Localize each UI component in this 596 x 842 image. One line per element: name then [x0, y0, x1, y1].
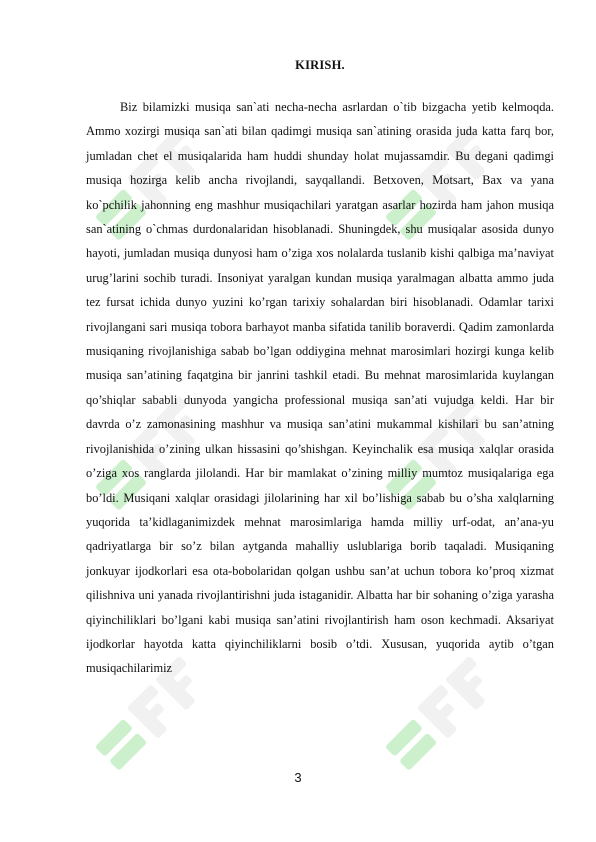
page-number: 3 — [294, 770, 302, 785]
section-heading: KIRISH. — [295, 58, 345, 72]
document-content — [86, 52, 554, 681]
body-paragraph: Biz bilamizki musiqa san`ati necha-necha asrlardan o`tib bizgacha yetib kelmoqda. Ammo xozirgi musiqa san`ati bilan qadimgi musiqa san`atining orasida juda katta farq bor, jumladan chet el musiqalarida ham huddi shunday holat mujassamdir. Bu degani qadimgi musiqa hozirga kelib ancha rivojlandi, sayqallandi. Betxoven, Motsart, Bax va yana ko`pchilik jahonning eng mashhur musiqachilari yaratgan asarlar hozirda ham jahon musiqa san`atining o`chmas durdonalaridan hisoblanadi. Shuningdek, shu musiqalar asosida dunyo hayoti, jumladan musiqa dunyosi ham o’ziga xos nolalarda tuslanib kishi qalbiga ma’naviyat urug’larini sochib turadi. Insoniyat yaralgan kundan musiqa yaralmagan albatta ammo juda tez fursat ichida dunyo yuzini ko’rgan tarixiy sohalardan biri hisoblanadi. Odamlar tarixi rivojlangani sari musiqa tobora barhayot manba sifatida tanilib boraverdi. Qadim zamonlarda musiqaning rivojlanishiga sabab bo’lgan oddiygina mehnat marosimlari hozirgi kunga kelib musiqa san’atining faqatgina bir janrini tashkil etadi. Bu mehnat marosimlarida kuylangan qo’shiqlar sababli dunyoda yangicha professional musiqa san’ati vujudga keldi. Har bir davrda o’z zamonasining mashhur va musiqa san’atini mukammal kishilari bu san’atning rivojlanishida o’zining ulkan hissasini qo’shishgan. Keyinchalik esa musiqa xalqlar orasida o’ziga xos ranglarda jilolandi. Har bir mamlakat o’zining milliy mumtoz musiqalariga ega bo’ldi. Musiqani xalqlar orasidagi jilolarining har xil bo’lishiga sabab bu o’sha xalqlarning yuqorida ta’kidlaganimizdek mehnat marosimlariga hamda milliy urf-odat, an’ana-yu qadriyatlarga bir so’z bilan aytganda mahalliy uslublariga borib taqaladi. Musiqaning jonkuyar ijodkorlari esa ota-bobolaridan qolgan ushbu san’at uchun tobora ko’proq xizmat qilishniva uni yanada rivojlantirishni juda istaganidir. Albatta har bir sohaning o’ziga yarasha qiyinchiliklari bo’lgani kabi musiqa san’atini rivojlantirish ham oson kechmadi. Aksariyat ijodkorlar hayotda katta qiyinchiliklarni bosib o’tdi. Xususan, yuqorida aytib o’tgan musiqachilarimiz — [86, 100, 554, 676]
